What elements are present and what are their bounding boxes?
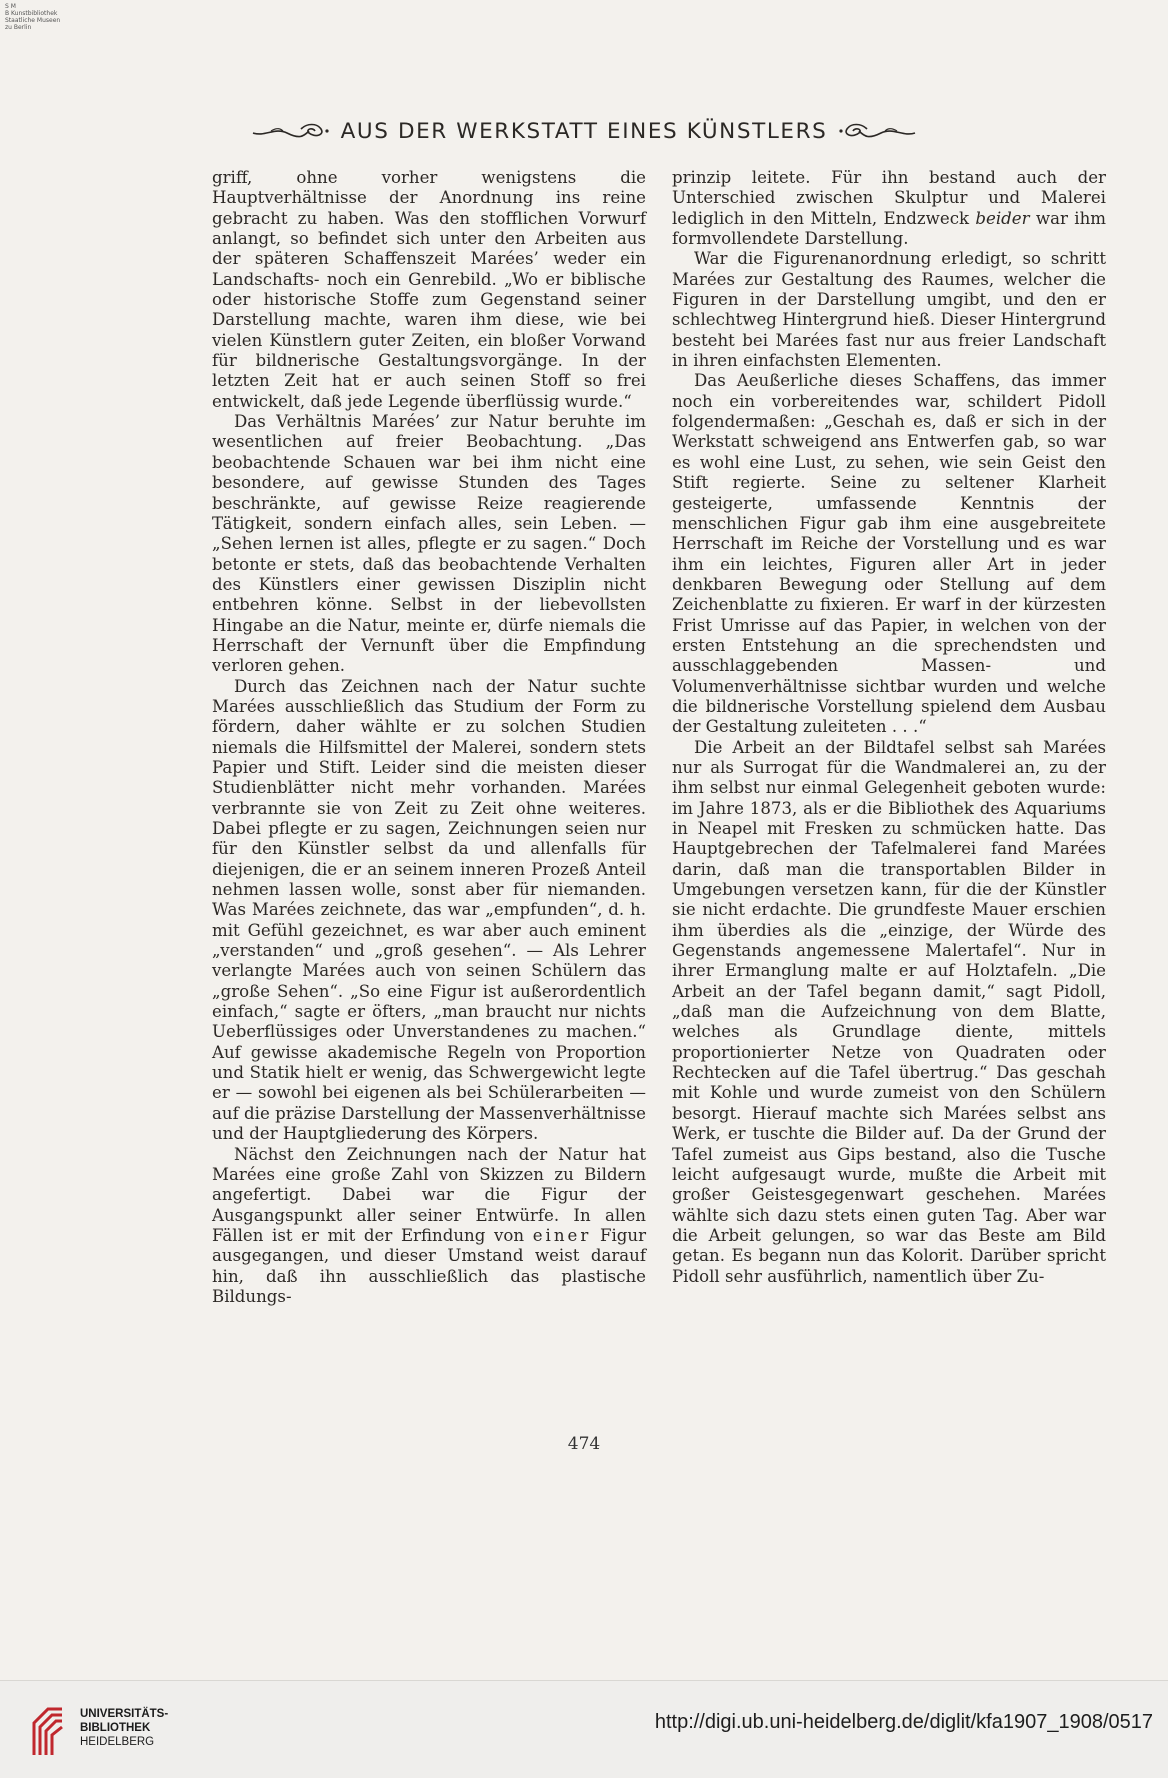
- library-logo-icon: [28, 1705, 68, 1759]
- footer-bar: [0, 1680, 1168, 1778]
- paragraph: [672, 168, 1106, 249]
- paragraph: Das Verhältnis Marées’ zur Natur beruhte im wesentlichen auf freier Beobachtung. „Das beobachtende Schauen war bei ihm nicht eine besondere, auf gewisse Stunden des Tages beschränkte, auf gewisse Reize reagierende Tätigkeit, sondern einfach alles, sein Leben. — „Sehen lernen ist alles, pflegte er zu sagen.“ Doch betonte er stets, daß das beobachtende Verhalten des Künstlers einer gewissen Disziplin nicht entbehren könne. Selbst in der liebevollsten Hingabe an die Natur, meinte er, dürfe niemals die Herrschaft der Vernunft über die Empfindung verloren gehen.: [212, 412, 646, 676]
- library-line: UNIVERSITÄTS-: [80, 1708, 169, 1720]
- ornament-right-icon: [837, 121, 917, 141]
- header-title: AUS DER WERKSTATT EINES KÜNSTLERS: [340, 118, 828, 144]
- text-run: Figur ausgegangen, und dieser Umstand weist darauf hin, daß ihn ausschließlich das plastische Bildungs-: [212, 1225, 647, 1306]
- stamp-line: S M: [5, 3, 16, 10]
- stamp-line: zu Berlin: [5, 24, 32, 31]
- paragraph: Durch das Zeichnen nach der Natur suchte Marées ausschließlich das Studium der Form zu fördern, daher wählte er zu solchen Studien niemals die Hilfsmittel der Malerei, sondern stets Papier und Stift. Leider sind die meisten dieser Studienblätter nicht mehr vorhanden. Marées verbrannte sie von Zeit zu Zeit ohne weiteres. Dabei pflegte er zu sagen, Zeichnungen seien nur für den Künstler selbst da und allenfalls für diejenigen, die er an seinem inneren Prozeß Anteil nehmen lassen wolle, sonst aber für niemanden. Was Marées zeichnete, das war „empfunden“, d. h. mit Gefühl gezeichnet, es war aber auch eminent „verstanden“ und „groß gesehen“. — Als Lehrer verlangte Marées auch von seinen Schülern das „große Sehen“. „So eine Figur ist außerordentlich einfach,“ sagte er öfters, „man braucht nur nichts Ueberflüssiges oder Unverstandenes zu machen.“ Auf gewisse akademische Regeln von Proportion und Statik hielt er wenig, das Schwergewicht legte er — sowohl bei eigenen als bei Schülerarbeiten — auf die präzise Darstellung der Massenverhältnisse und der Hauptgliederung des Körpers.: [212, 676, 646, 1144]
- stamp-line: B Kunstbibliothek: [5, 10, 58, 17]
- library-line: BIBLIOTHEK: [80, 1722, 151, 1734]
- emphasis-italic: beider: [975, 208, 1030, 228]
- library-name: [80, 1707, 168, 1749]
- text-run: war ihm formvollendete Darstellung.: [672, 208, 1106, 249]
- text-run: prinzip leitete. Für ihn bestand auch der Unterschied zwischen Skulptur und Malerei lediglich in den Mitteln, Endzweck: [672, 168, 1106, 228]
- library-line: HEIDELBERG: [80, 1736, 155, 1748]
- text-column-right: [672, 168, 1106, 1287]
- emphasis-spaced: einer: [532, 1225, 592, 1245]
- paragraph: [212, 1145, 646, 1308]
- paragraph: Die Arbeit an der Bildtafel selbst sah Marées nur als Surrogat für die Wandmalerei an, zu der ihm selbst nur einmal Gelegenheit geboten wurde: im Jahre 1873, als er die Bibliothek des Aquariums in Neapel mit Fresken zu schmücken hatte. Das Hauptgebrechen der Tafelmalerei fand Marées darin, daß man die transportablen Bilder in Umgebungen versetzen kann, für die der Künstler sie nicht erdachte. Die grundfeste Mauer erschien ihm überdies als die „einzige, der Würde des Gegenstands angemessene Malertafel“. Nur in ihrer Ermanglung malte er auf Holztafeln. „Die Arbeit an der Tafel begann damit,“ sagt Pidoll, „daß man die Aufzeichnung von dem Blatte, welches als Grundlage diente, mittels proportionierter Netze von Quadraten oder Rechtecken auf die Tafel übertrug.“ Das geschah mit Kohle und wurde zumeist von den Schülern besorgt. Hierauf machte sich Marées selbst ans Werk, er tuschte die Bilder auf. Da der Grund der Tafel zumeist aus Gips bestand, also die Tusche leicht aufgesaugt wurde, mußte die Arbeit mit großer Geistesgegenwart geschehen. Marées wählte sich dazu stets einen guten Tag. Aber war die Arbeit gelungen, so war das Beste am Bild getan. Es begann nun das Kolorit. Darüber spricht Pidoll sehr ausführlich, namentlich über Zu-: [672, 737, 1106, 1286]
- paragraph: Das Aeußerliche dieses Schaffens, das immer noch ein vorbereitendes war, schildert Pidoll folgendermaßen: „Geschah es, daß er sich in der Werkstatt schweigend ans Entwerfen gab, so war es wohl eine Lust, zu sehen, wie sein Geist den Stift regierte. Seine zu seltener Klarheit gesteigerte, umfassende Kenntnis der menschlichen Figur gab ihm eine ausgebreitete Herrschaft im Reiche der Vorstellung und es war ihm ein leichtes, Figuren aller Art in jeder denkbaren Bewegung oder Stellung auf dem Zeichenblatte zu fixieren. Er warf in der kürzesten Frist Umrisse auf das Papier, in welchen von der ersten Entstehung an die sprechendsten und ausschlaggebenden Massen- und Volumenverhältnisse sichtbar wurden und welche die bildnerische Vorstellung spielend dem Ausbau der Gestaltung zuleiteten . . .“: [672, 371, 1106, 737]
- ornament-left-icon: [251, 121, 331, 141]
- paragraph: War die Figurenanordnung erledigt, so schritt Marées zur Gestaltung des Raumes, welcher die Figuren in der Darstellung umgibt, und den er schlechtweg Hintergrund hieß. Dieser Hintergrund besteht bei Marées fast nur aus freier Landschaft in ihren einfachsten Elementen.: [672, 249, 1106, 371]
- text-column-left: [212, 168, 646, 1307]
- running-header: [0, 114, 1168, 148]
- paragraph: griff, ohne vorher wenigstens die Hauptverhältnisse der Anordnung ins reine gebracht zu haben. Was den stofflichen Vorwurf anlangt, so befindet sich unter den Arbeiten aus der späteren Schaffenszeit Marées’ weder ein Landschafts- noch ein Genrebild. „Wo er biblische oder historische Stoffe zum Gegenstand seiner Darstellung machte, waren ihm diese, wie bei vielen Künstlern guter Zeiten, ein bloßer Vorwand für bildnerische Gestaltungsvorgänge. In der letzten Zeit hat er auch seinen Stoff so frei entwickelt, daß jede Legende überflüssig wurde.“: [212, 168, 646, 411]
- page-number: 474: [567, 1434, 601, 1454]
- stamp-line: Staatliche Museen: [5, 17, 61, 24]
- text-run: Nächst den Zeichnungen nach der Natur hat Marées eine große Zahl von Skizzen zu Bildern angefertigt. Dabei war die Figur der Ausgangspunkt aller seiner Entwürfe. In allen Fällen ist er mit der Erfindung von: [212, 1144, 646, 1245]
- museum-stamp: [5, 3, 75, 31]
- source-url-link[interactable]: http://digi.ub.uni-heidelberg.de/diglit/kfa1907_1908/0517: [654, 1711, 1153, 1733]
